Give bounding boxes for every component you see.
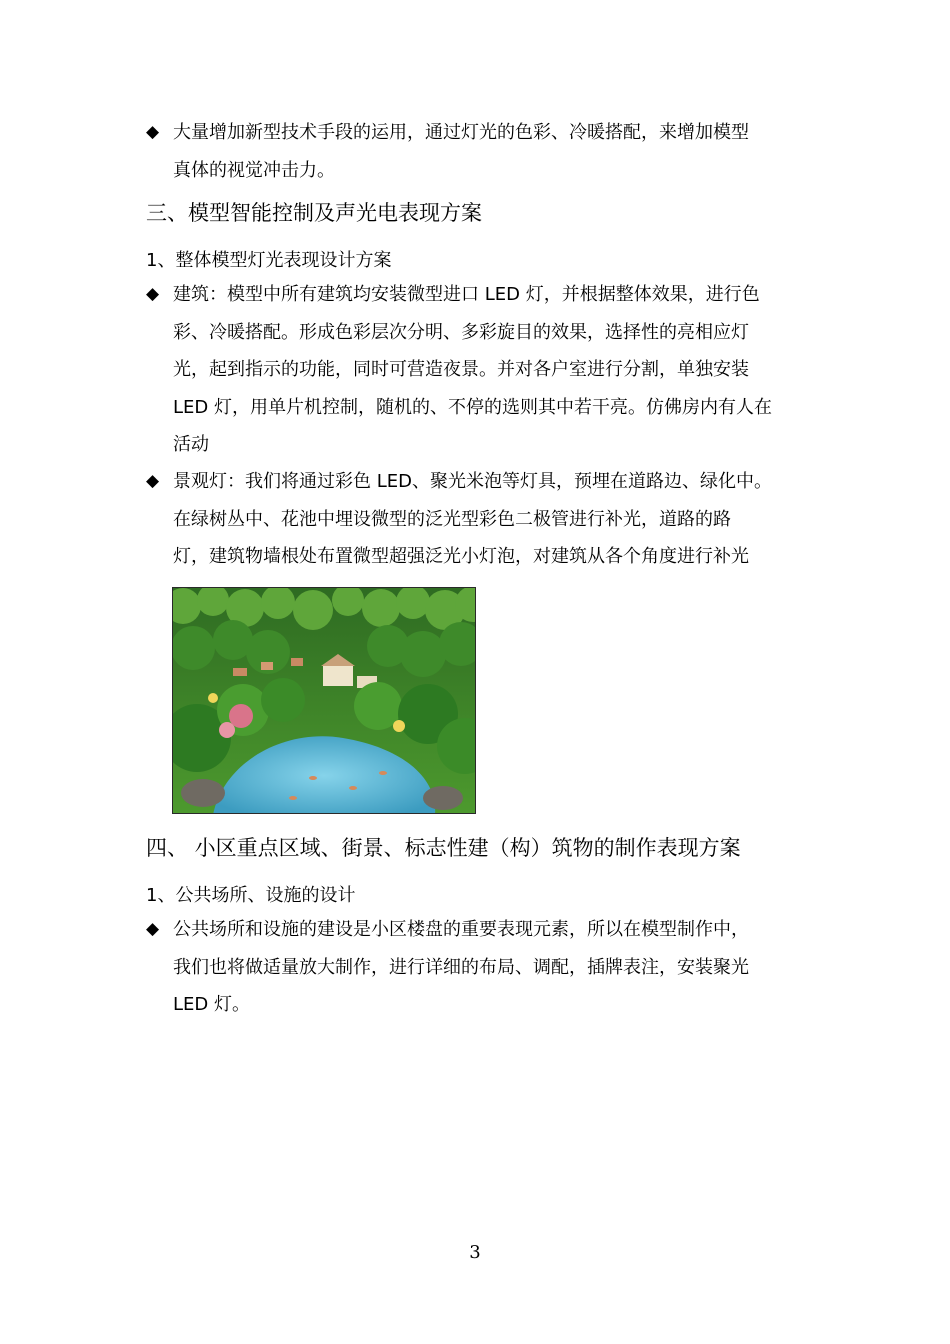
line: 在绿树丛中、花池中埋设微型的泛光型彩色二极管进行补光，道路的路	[173, 508, 731, 530]
line: 大量增加新型技术手段的运用，通过灯光的色彩、冷暖搭配，来增加模型	[173, 122, 749, 143]
bullet-public-facilities	[146, 911, 806, 1024]
line: LED 灯。	[173, 994, 250, 1015]
bullet-diamond-icon: ◆	[146, 471, 160, 491]
line: 公共场所和设施的建设是小区楼盘的重要表现元素，所以在模型制作中，	[173, 919, 749, 940]
line: 我们也将做适量放大制作，进行详细的布局、调配，插牌表注，安装聚光	[173, 956, 749, 978]
bullet-text	[173, 911, 806, 1024]
line: 光，起到指示的功能，同时可营造夜景。并对各户室进行分割，单独安装	[173, 359, 749, 380]
bullet-text	[173, 114, 806, 189]
line: 灯，建筑物墙根处布置微型超强泛光小灯泡，对建筑从各个角度进行补光	[173, 546, 749, 567]
line: 建筑：模型中所有建筑均安装微型进口 LED 灯，并根据整体效果，进行色	[173, 284, 760, 305]
bullet-diamond-icon: ◆	[146, 284, 160, 304]
bullet-diamond-icon: ◆	[146, 919, 160, 939]
page-number: 3	[469, 1242, 481, 1263]
landscape-model-photo	[172, 587, 476, 814]
bullet-landscape-lighting	[146, 463, 806, 576]
bullet-text	[173, 276, 806, 464]
line: 真体的视觉冲击力。	[173, 159, 335, 181]
section-4-heading: 四、 小区重点区域、街景、标志性建（构）筑物的制作表现方案	[146, 836, 741, 860]
line: LED 灯，用单片机控制，随机的、不停的选则其中若干亮。仿佛房内有人在	[173, 396, 772, 418]
bullet-visual-impact	[146, 114, 806, 189]
bullet-text	[173, 463, 806, 576]
bullet-diamond-icon: ◆	[146, 122, 160, 142]
bullet-building-lighting	[146, 276, 806, 464]
section-3-heading: 三、模型智能控制及声光电表现方案	[146, 201, 482, 225]
section-3-subheading: 1、整体模型灯光表现设计方案	[146, 250, 392, 271]
line: 活动	[173, 434, 209, 455]
section-4-subheading: 1、公共场所、设施的设计	[146, 885, 356, 906]
landscape-model-illustration	[173, 588, 476, 814]
line: 彩、冷暖搭配。形成色彩层次分明、多彩旋目的效果，选择性的亮相应灯	[173, 321, 749, 343]
line: 景观灯：我们将通过彩色 LED、聚光米泡等灯具，预埋在道路边、绿化中。	[173, 471, 772, 492]
